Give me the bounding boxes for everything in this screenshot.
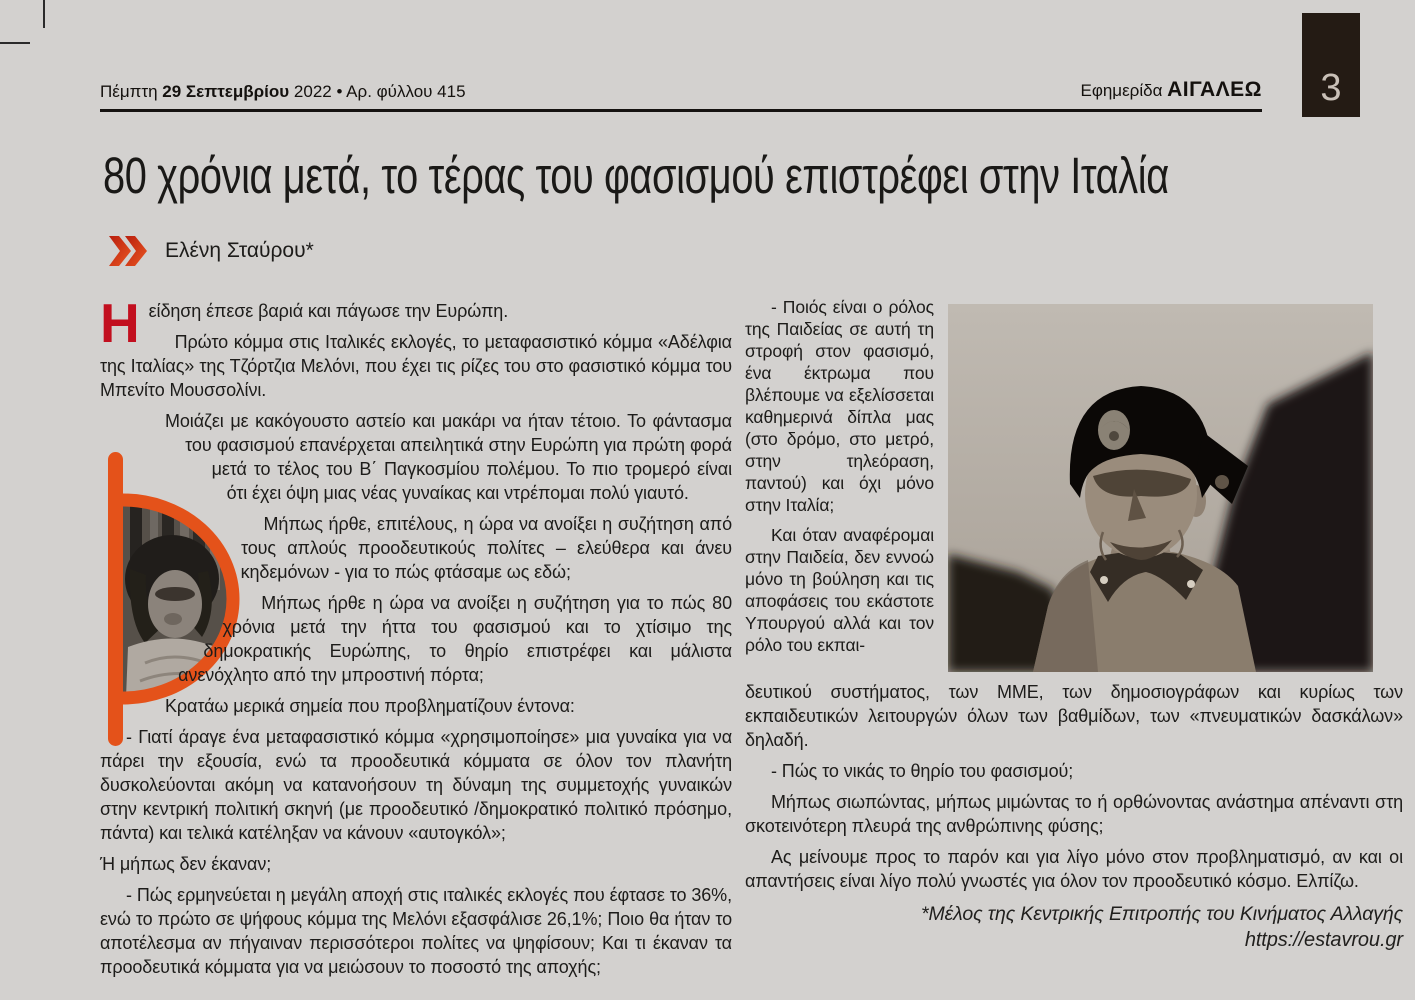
paragraph: είδηση έπεσε βαριά και πάγωσε την Ευρώπη. xyxy=(148,301,509,321)
article-headline: 80 χρόνια μετά, το τέρας του φασισμού επιστρέφει στην Ιταλία xyxy=(103,147,1169,204)
narrow-text-column xyxy=(745,296,934,664)
paragraph: Κρατάω μερικά σημεία που προβληματίζουν έντονα: xyxy=(165,696,575,716)
paper-name: ΑΙΓΑΛΕΩ xyxy=(1167,78,1262,101)
double-chevron-icon xyxy=(106,233,152,269)
paragraph: - Πώς το νικάς το θηρίο του φασισμού; xyxy=(771,761,1074,781)
paragraph: Ας μείνουμε προς το παρόν και για λίγο μόνο στον προβληματισμό, αν και οι απαντήσεις είναι λίγο πολύ γνωστές για όλον τον προοδευτικό κόσμο. Ελπίζω. xyxy=(745,847,1403,891)
paragraph: - Ποιός είναι ο ρόλος της Παιδείας σε αυτή τη στροφή στον φασισμό, ένα έκτρωμα που βλέπουμε να εξελίσσεται καθημερινά δίπλα μας (στο δρόμο, στο μετρό, στην τηλεόραση, παντού) και όχι μόνο στην Ιταλία; xyxy=(745,297,934,515)
paragraph: Και όταν αναφέρομαι στην Παιδεία, δεν εννοώ μόνο τη βούληση και τις αποφάσεις του εκάστοτε Υπουργού αλλά και τον ρόλο του εκπαι- xyxy=(745,525,934,655)
paragraph: Ή μήπως δεν έκαναν; xyxy=(100,854,272,874)
issue-number: 2022 • Αρ. φύλλου 415 xyxy=(293,82,466,101)
paragraph: Μήπως σιωπώντας, μήπως μιμώντας το ή ορθώνοντας ανάστημα απέναντι στη σκοτεινότερη πλευρά της ανθρώπινης φύσης; xyxy=(745,792,1403,836)
drop-cap: Η xyxy=(100,292,140,354)
paper-label: Εφημερίδα xyxy=(1080,81,1168,100)
right-column xyxy=(745,296,1403,953)
author-website-link[interactable]: https://estavrou.gr xyxy=(1244,929,1403,951)
issue-date-bold: 29 Σεπτεμβρίου xyxy=(162,82,290,101)
paragraph: Μήπως ήρθε, επιτέλους, η ώρα να ανοίξει η συζήτηση από τους απλούς προοδευτικούς πολίτες – ελεύθερα και άνευ κηδεμόνων - για το πώς φτάσαμε ως εδώ; xyxy=(240,514,732,582)
paragraph: - Γιατί άραγε ένα μεταφασιστικό κόμμα «χρησιμοποίησε» μια γυναίκα για να πάρει την εξουσία, ενώ τα προοδευτικά κόμματα σε όλον τον πλανήτη δυσκολεύονται ακόμη να κατανοήσουν τη δύναμη της συμμετοχής γυναικών στην κεντρική πολιτική σκηνή (με προοδευτικό /δημοκρατικό πολιτικό πρόσημο, πάντα) και τελικά κατέληξαν να κάνουν «αυτογκόλ»; xyxy=(100,727,732,843)
author-name: Ελένη Σταύρου* xyxy=(165,239,314,262)
author-credit: *Μέλος της Κεντρικής Επιτροπής του Κινήματος Αλλαγής xyxy=(921,903,1403,925)
byline xyxy=(106,233,314,269)
left-column xyxy=(100,292,732,986)
masthead xyxy=(100,78,1262,112)
photo-row xyxy=(745,296,1403,672)
article-footer xyxy=(745,901,1403,953)
paragraph: Μήπως ήρθε η ώρα να ανοίξει η συζήτηση για το πώς 80 χρόνια μετά την ήττα του φασισμού και το χτίσιμο της δημοκρατικής Ευρώπης, το θηρίο επιστρέφει και μάλιστα ανενόχλητο από την μπροστινή πόρτα; xyxy=(178,593,732,685)
paragraph: Μοιάζει με κακόγουστο αστείο και μακάρι να ήταν τέτοιο. Το φάντασμα του φασισμού επανέρχεται απειλητικά στην Ευρώπη για πρώτη φορά μετά το τέλος του Β΄ Παγκοσμίου πολέμου. Το πιο τρομερό είναι ότι έχει όψη μιας νέας γυναίκας και ντρέπομαι πολύ γιαυτό. xyxy=(165,411,732,503)
paper-title xyxy=(1080,78,1262,102)
crop-mark-vertical xyxy=(43,0,45,28)
lead-block xyxy=(100,292,732,402)
mussolini-photo xyxy=(948,304,1373,672)
page-number: 3 xyxy=(1320,67,1342,109)
paragraph: Πρώτο κόμμα στις Ιταλικές εκλογές, το μεταφασιστικό κόμμα «Αδέλφια της Ιταλίας» της Τζόρτζια Μελόνι, που έχει τις ρίζες του στο φασιστικό κόμμα του Μπενίτο Μουσσολίνι. xyxy=(100,332,732,400)
page-number-box xyxy=(1302,13,1360,117)
issue-date xyxy=(100,82,466,102)
issue-day: Πέμπτη xyxy=(100,82,158,101)
paragraph: δευτικού συστήματος, των ΜΜΕ, των δημοσιογράφων και κυρίως των εκπαιδευτικών λειτουργών όλων των βαθμίδων, των «πνευματικών δασκάλων» δηλαδή. xyxy=(745,682,1403,750)
paragraph: - Πώς ερμηνεύεται η μεγάλη αποχή στις ιταλικές εκλογές που έφτασε το 36%, ενώ το πρώτο σε ψήφους κόμμα της Μελόνι εξασφάλισε 26,1%; Ποιο θα ήταν το αποτέλεσμα αν πήγαιναν περισσότεροι πολίτες να ψηφίσουν; Και τι έκαναν τα προοδευτικά κόμματα για να μειώσουν το ποσοστό της αποχής; xyxy=(100,885,732,977)
wide-text-block xyxy=(745,680,1403,893)
crop-mark-horizontal xyxy=(0,42,30,44)
